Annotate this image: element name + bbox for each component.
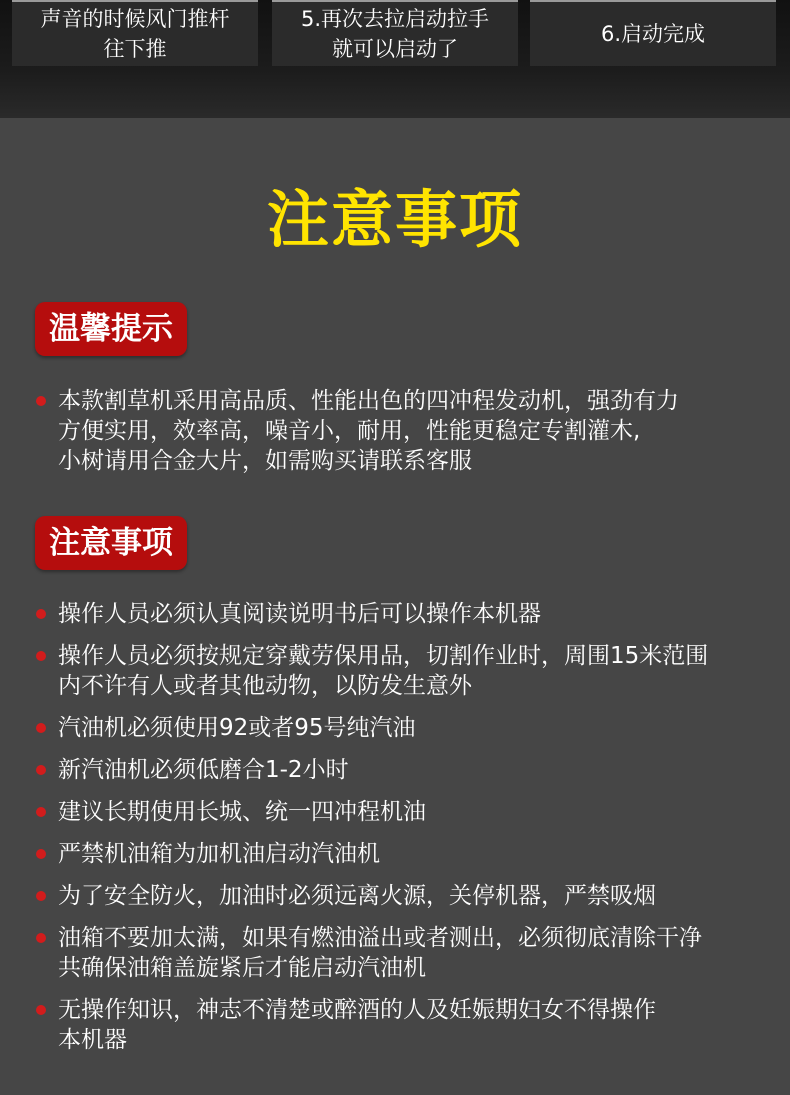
item-text-line: 小树请用合金大片，如需购买请联系客服 <box>58 448 472 474</box>
item-text-line: 油箱不要加太满，如果有燃油溢出或者测出，必须彻底清除干净 <box>58 925 702 951</box>
list-item <box>36 923 766 983</box>
item-text-line: 方便实用，效率高，噪音小，耐用，性能更稳定专割灌木, <box>58 418 641 444</box>
item-text-line: 新汽油机必须低磨合1-2小时 <box>58 757 349 783</box>
bullet-dot-icon <box>36 849 46 859</box>
list-item <box>36 839 766 869</box>
step-card-5 <box>272 0 518 66</box>
page-title: 注意事项 <box>266 183 523 256</box>
step-4-line-2: 声音的时候风门推杆 <box>40 7 230 31</box>
step-5-line-2: 就可以启动了 <box>332 37 458 61</box>
bullet-dot-icon <box>36 765 46 775</box>
section-badge-notes: 注意事项 <box>35 516 187 570</box>
item-text-line: 内不许有人或者其他动物，以防发生意外 <box>58 673 472 699</box>
list-item <box>36 713 766 743</box>
list-item <box>36 599 766 629</box>
list-item <box>36 641 766 701</box>
item-text-line: 汽油机必须使用92或者95号纯汽油 <box>58 715 416 741</box>
list-item <box>36 797 766 827</box>
item-text-line: 严禁机油箱为加机油启动汽油机 <box>58 841 380 867</box>
bullet-dot-icon <box>36 396 46 406</box>
list-item <box>36 755 766 785</box>
tips-list <box>36 386 766 476</box>
item-text-line: 建议长期使用长城、统一四冲程机油 <box>58 799 426 825</box>
bullet-dot-icon <box>36 609 46 619</box>
steps-band <box>0 0 790 118</box>
bullet-dot-icon <box>36 651 46 661</box>
bullet-dot-icon <box>36 723 46 733</box>
item-text-line: 操作人员必须认真阅读说明书后可以操作本机器 <box>58 601 541 627</box>
item-text-line: 共确保油箱盖旋紧后才能启动汽油机 <box>58 955 426 981</box>
step-card-6 <box>530 0 776 66</box>
item-text-line: 无操作知识，神志不清楚或醉酒的人及妊娠期妇女不得操作 <box>58 997 656 1023</box>
item-text-line: 本款割草机采用高品质、性能出色的四冲程发动机，强劲有力 <box>58 388 679 414</box>
bullet-dot-icon <box>36 1005 46 1015</box>
item-text-line: 操作人员必须按规定穿戴劳保用品，切割作业时，周围15米范围 <box>58 643 709 669</box>
bullet-dot-icon <box>36 807 46 817</box>
step-card-4 <box>12 0 258 66</box>
bullet-dot-icon <box>36 891 46 901</box>
list-item <box>36 386 766 476</box>
list-item <box>36 881 766 911</box>
step-6-line-1: 6.启动完成 <box>600 22 706 46</box>
section-badge-tips: 温馨提示 <box>35 302 187 356</box>
bullet-dot-icon <box>36 933 46 943</box>
item-text-line: 本机器 <box>58 1027 127 1053</box>
step-4-line-3: 往下推 <box>103 37 167 61</box>
step-5-line-1: 5.再次去拉启动拉手 <box>300 7 490 31</box>
notes-list <box>36 599 766 1067</box>
list-item <box>36 995 766 1055</box>
item-text-line: 为了安全防火，加油时必须远离火源，关停机器，严禁吸烟 <box>58 883 656 909</box>
